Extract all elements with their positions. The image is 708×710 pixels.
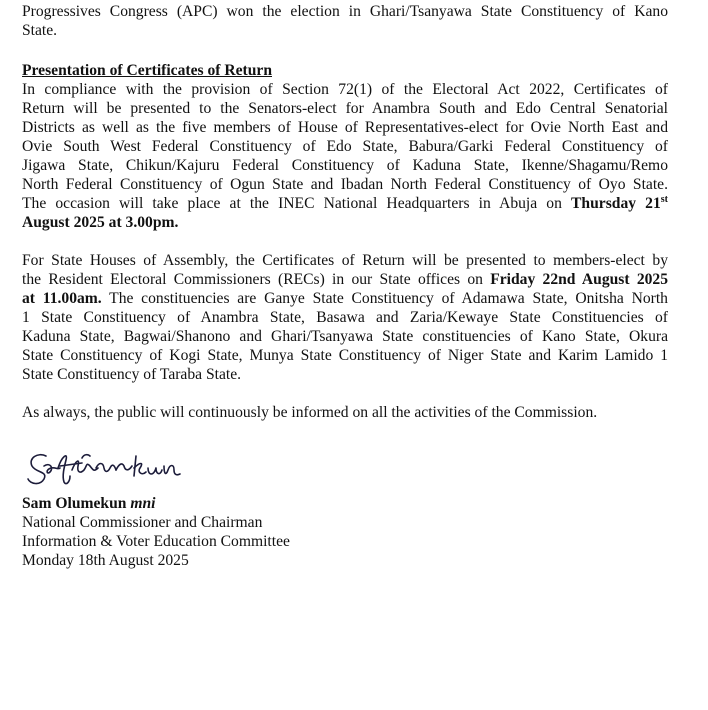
signatory-name: Sam Olumekun (22, 495, 127, 512)
p2-line-2 (22, 270, 668, 289)
assembly-paragraph (22, 251, 668, 384)
event-time: August 2025 at 3.00pm. (22, 214, 179, 231)
p2-line-6: State Constituency of Kogi State, Munya State Constituency of Niger State and Karim Lamido 1 (22, 347, 668, 364)
p2-line-2-text: the Resident Electoral Commissioners (RECs) in our State offices on (22, 271, 483, 288)
p1-line-4: Ovie South West Federal Constituency of Edo State, Babura/Garki Federal Constituency of (22, 138, 668, 155)
p1-line-7-text: The occasion will take place at the INEC National Headquarters in Abuja on (22, 195, 562, 212)
intro-line-1: Progressives Congress (APC) won the election in Ghari/Tsanyawa State Constituency of Kano (22, 3, 668, 20)
p2-line-3-text: The constituencies are Ganye State Constituency of Adamawa State, Onitsha North (109, 290, 668, 307)
p2-line-7: State Constituency of Taraba State. (22, 366, 242, 383)
event-date-day: Thursday 21 (571, 195, 661, 212)
p1-line-2: Return will be presented to the Senators-elect for Anambra South and Edo Central Senatorial (22, 100, 668, 117)
p1-line-1: In compliance with the provision of Section 72(1) of the Electoral Act 2022, Certificates of (22, 81, 668, 98)
signatory-title-2: Information & Voter Education Committee (22, 533, 290, 550)
presentation-section (22, 61, 668, 232)
signatory-block (22, 494, 668, 570)
section-heading: Presentation of Certificates of Return (22, 62, 273, 79)
assembly-time: at 11.00am. (22, 290, 102, 307)
assembly-date: Friday 22nd August 2025 (490, 271, 669, 288)
event-date (571, 195, 668, 212)
signatory-name-line (22, 494, 668, 513)
p2-line-3 (22, 289, 668, 308)
intro-line-2: State. (22, 22, 58, 39)
p2-line-4: 1 State Constituency of Anambra State, Basawa and Zaria/Kewaye State Constituencies of (22, 309, 668, 326)
p2-line-1: For State Houses of Assembly, the Certificates of Return will be presented to members-elect by (22, 252, 668, 269)
p1-line-7 (22, 194, 668, 213)
closing-line: As always, the public will continuously be informed on all the activities of the Commission. (22, 404, 598, 421)
intro-paragraph (22, 2, 668, 40)
release-date: Monday 18th August 2025 (22, 552, 189, 569)
p1-line-5: Jigawa State, Chikun/Kajuru Federal Constituency of Kaduna State, Ikenne/Shagamu/Remo (22, 157, 668, 174)
p1-line-3: Districts as well as the five members of House of Representatives-elect for Ovie North East and (22, 119, 668, 136)
signatory-title-1: National Commissioner and Chairman (22, 514, 263, 531)
handwritten-signature (24, 446, 194, 492)
closing-paragraph (22, 403, 668, 422)
signatory-suffix: mni (130, 495, 156, 512)
p1-line-6: North Federal Constituency of Ogun State and Ibadan North Federal Constituency of Oyo State. (22, 176, 668, 193)
event-date-suffix: st (660, 194, 668, 205)
p1-line-8 (22, 213, 668, 232)
p2-line-5: Kaduna State, Bagwai/Shanono and Ghari/Tsanyawa State constituencies of Kano State, Okura (22, 328, 668, 345)
